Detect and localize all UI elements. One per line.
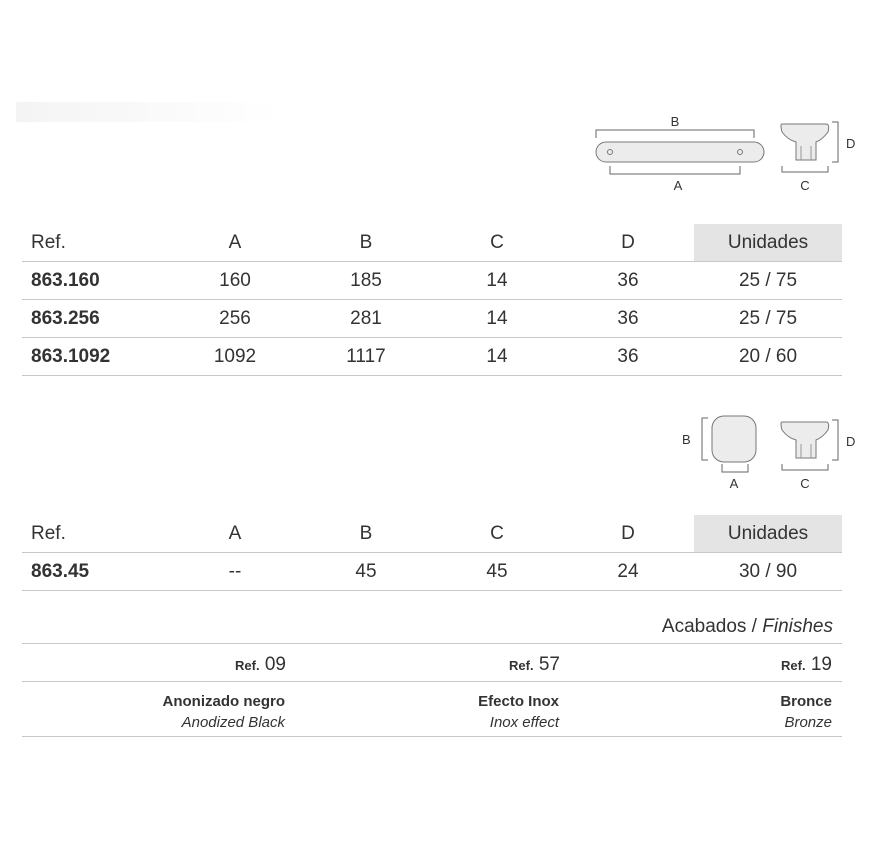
table-row	[22, 553, 842, 591]
finish-name-en: Anodized Black	[181, 714, 285, 731]
divider	[22, 643, 842, 644]
dim-label-a: A	[673, 178, 683, 193]
finish-name-19	[780, 691, 832, 733]
knob-dimension-diagram	[678, 408, 868, 498]
col-header-ref: Ref.	[22, 224, 170, 262]
cell-unidades: 25 / 75	[694, 262, 842, 300]
handle-dimension-diagram	[590, 110, 860, 200]
cell-c: 14	[432, 262, 562, 300]
dim-label-c: C	[800, 178, 810, 193]
col-header-c: C	[432, 515, 562, 553]
divider	[22, 736, 842, 737]
divider	[22, 681, 842, 682]
cell-ref: 863.45	[22, 553, 170, 591]
dim-label-c: C	[800, 476, 810, 491]
cell-b: 1117	[300, 338, 432, 376]
col-header-d: D	[562, 515, 694, 553]
finish-ref-09	[235, 654, 286, 676]
finish-name-es: Efecto Inox	[478, 693, 559, 710]
finish-ref-19	[781, 654, 832, 676]
cell-c: 14	[432, 300, 562, 338]
cell-b: 281	[300, 300, 432, 338]
finish-name-en: Inox effect	[489, 714, 559, 731]
cell-a: 256	[170, 300, 300, 338]
ref-code: 19	[810, 654, 832, 675]
table-row	[22, 338, 842, 376]
knob-diagram-svg	[678, 408, 868, 498]
dim-label-b: B	[670, 114, 680, 129]
table-row	[22, 300, 842, 338]
finish-name-09	[163, 691, 286, 733]
table-header-row	[22, 224, 842, 262]
finish-name-en: Bronze	[784, 714, 832, 731]
finishes-title-en: Finishes	[762, 616, 833, 637]
col-header-d: D	[562, 224, 694, 262]
col-header-ref: Ref.	[22, 515, 170, 553]
col-header-b: B	[300, 515, 432, 553]
cell-unidades: 25 / 75	[694, 300, 842, 338]
ref-code: 57	[538, 654, 560, 675]
ref-prefix: Ref.	[509, 658, 534, 673]
dim-label-b: B	[682, 432, 691, 447]
handle-diagram-svg	[590, 110, 860, 200]
spec-table-1	[22, 224, 842, 376]
cell-ref: 863.160	[22, 262, 170, 300]
cell-d: 24	[562, 553, 694, 591]
dim-label-a: A	[729, 476, 739, 491]
cell-ref: 863.256	[22, 300, 170, 338]
cell-c: 45	[432, 553, 562, 591]
col-header-a: A	[170, 515, 300, 553]
finish-ref-57	[509, 654, 560, 676]
cell-unidades: 30 / 90	[694, 553, 842, 591]
spec-table-2	[22, 515, 842, 591]
cell-b: 185	[300, 262, 432, 300]
ref-prefix: Ref.	[235, 658, 260, 673]
dim-label-d: D	[846, 434, 856, 449]
cell-ref: 863.1092	[22, 338, 170, 376]
finishes-title	[662, 616, 833, 638]
dim-label-d: D	[846, 136, 856, 151]
table-row	[22, 262, 842, 300]
faint-header-bar	[16, 102, 284, 122]
finish-name-es: Bronce	[780, 693, 832, 710]
ref-prefix: Ref.	[781, 658, 806, 673]
cell-d: 36	[562, 338, 694, 376]
col-header-a: A	[170, 224, 300, 262]
ref-code: 09	[264, 654, 286, 675]
cell-a: 160	[170, 262, 300, 300]
finish-name-es: Anonizado negro	[162, 693, 285, 710]
finish-name-57	[478, 691, 559, 733]
col-header-unidades: Unidades	[694, 515, 842, 553]
cell-b: 45	[300, 553, 432, 591]
col-header-unidades: Unidades	[694, 224, 842, 262]
table-header-row	[22, 515, 842, 553]
col-header-b: B	[300, 224, 432, 262]
col-header-c: C	[432, 224, 562, 262]
cell-d: 36	[562, 262, 694, 300]
cell-a: 1092	[170, 338, 300, 376]
cell-d: 36	[562, 300, 694, 338]
cell-c: 14	[432, 338, 562, 376]
cell-a: --	[170, 553, 300, 591]
cell-unidades: 20 / 60	[694, 338, 842, 376]
finishes-title-es: Acabados /	[661, 616, 757, 637]
